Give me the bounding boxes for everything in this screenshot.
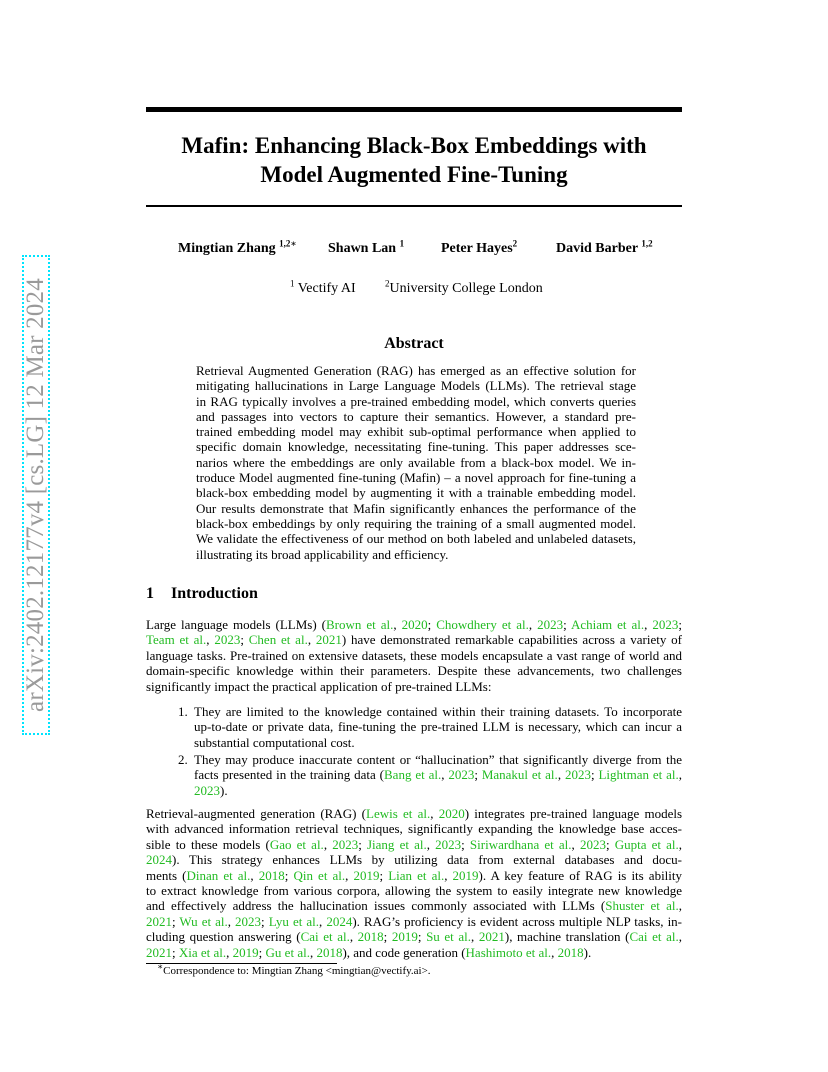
abstract-line: troduce Model augmented fine-tuning (Mafin) – a novel approach for fine-tuning a (196, 470, 636, 486)
title-top-rule (146, 107, 682, 112)
affiliation-mark: 2 (385, 278, 390, 289)
intro-line (146, 679, 682, 694)
text-run: ; (258, 944, 266, 960)
text-run: ), and code generation ( (342, 944, 466, 960)
text-run: facts presented in the training data ( (194, 767, 384, 783)
citation-link[interactable]: 2019 (452, 867, 479, 883)
affiliation-name: University College London (389, 281, 543, 296)
text-run: , (319, 913, 327, 929)
citation-link[interactable]: Wu et al. (179, 913, 228, 929)
citation-link[interactable]: 2021 (146, 944, 172, 960)
text-run: ; (358, 836, 367, 852)
affiliation (290, 278, 356, 297)
arxiv-id: arXiv:2402.12177v4 [cs.LG] 12 Mar 2024 (22, 278, 49, 712)
text-run: , (441, 767, 449, 783)
footnote-rule (146, 963, 337, 964)
list-item-text (194, 704, 682, 750)
abstract-line: mitigating hallucinations in Large Language Models (LLMs). The retrieval stage (196, 378, 636, 394)
text-run: ). (583, 944, 592, 960)
author-list (146, 238, 682, 263)
abstract-line: We validate the effectiveness of our method on both labeled and unlabeled datasets, (196, 531, 636, 547)
rag-line (146, 821, 682, 836)
list-item-line (194, 719, 682, 734)
arxiv-stamp (22, 255, 50, 735)
text-run: , (393, 617, 402, 632)
text-run: up-to-date or private data, fine-tuning the pre-trained LLM is necessary, which can incur a (194, 719, 682, 735)
abstract-body (196, 363, 636, 562)
text-run: , (557, 767, 565, 783)
text-run: , (323, 836, 333, 852)
text-run: , (206, 632, 215, 648)
text-run: sible to these models ( (146, 836, 270, 852)
text-run: , (678, 836, 683, 852)
author (556, 238, 653, 257)
text-run: ). This strategy enhances LLMs by utilizing data from external databases and docu- (172, 852, 682, 868)
text-run: ; (461, 836, 470, 852)
citation-link[interactable]: Lyu et al. (268, 913, 320, 929)
list-item-line (194, 752, 682, 767)
text-run: , (345, 867, 354, 883)
rag-line (146, 914, 682, 929)
citation-link[interactable]: Cai et al. (300, 929, 350, 945)
abstract-line: trained embedding model may exhibit sub-optimal performance when applied to (196, 424, 636, 440)
intro-paragraph (146, 617, 682, 694)
text-run: , (349, 929, 358, 945)
text-run: , (309, 944, 317, 960)
citation-link[interactable]: 2020 (438, 806, 465, 821)
text-run: language tasks. Pre-trained on extensive datasets, these models encapsulate a vast range of world and (146, 647, 682, 663)
citation-link[interactable]: 2018 (357, 929, 384, 945)
citation-link[interactable]: 2018 (258, 867, 285, 883)
rag-line (146, 852, 682, 867)
abstract-line: and passages into vectors to capture their semantics. However, a standard pre- (196, 408, 636, 424)
affiliation-name: Vectify AI (297, 281, 356, 296)
abstract-line: Our results demonstrate that Mafin significantly enhances the performance of the (196, 500, 636, 516)
citation-link[interactable]: Gu et al. (265, 944, 310, 960)
citation-link[interactable]: 2023 (332, 836, 359, 852)
text-run: ments ( (146, 867, 187, 883)
text-run: ; (379, 867, 389, 883)
citation-link[interactable]: Team et al. (146, 632, 207, 648)
text-run: substantial computational cost. (194, 734, 355, 750)
text-run: They are limited to the knowledge contained within their training datasets. To incorporate (194, 704, 682, 719)
citation-link[interactable]: Xia et al. (178, 944, 227, 960)
text-run: ; (261, 913, 269, 929)
citation-link[interactable]: Lewis et al. (366, 806, 431, 821)
citation-link[interactable]: Hashimoto et al. (465, 944, 552, 960)
citation-link[interactable]: Brown et al. (325, 617, 394, 632)
list-item-line (194, 783, 682, 798)
text-run: ; (284, 867, 294, 883)
title-bottom-rule (146, 205, 682, 207)
citation-link[interactable]: 2023 (579, 836, 606, 852)
footnote-text: Correspondence to: Mingtian Zhang <mingtian@vectify.ai>. (163, 965, 431, 977)
text-run: ; (427, 617, 437, 632)
list-item-text (194, 752, 682, 798)
citation-link[interactable]: Manakul et al. (481, 767, 558, 783)
text-run: ; (417, 929, 427, 945)
text-run: ), machine translation ( (504, 929, 630, 945)
text-run: ; (383, 929, 392, 945)
intro-line (146, 648, 682, 663)
paper-title (146, 131, 682, 189)
citation-link[interactable]: 2023 (652, 617, 679, 632)
text-run: to extract knowledge from various corpora, allowing the system to easily integrate new knowledge (146, 883, 682, 899)
rag-line (146, 945, 682, 960)
citation-link[interactable]: 2023 (564, 767, 591, 783)
abstract-line: in RAG typically involves a pre-trained embedding model, which converts queries (196, 393, 636, 409)
citation-link[interactable]: Gupta et al. (614, 836, 679, 852)
author (441, 238, 518, 257)
text-run: , (678, 767, 682, 783)
citation-link[interactable]: 2019 (353, 867, 380, 883)
text-run: ; (678, 617, 683, 632)
citation-link[interactable]: Shuster et al. (605, 898, 679, 914)
text-run: ; (172, 944, 179, 960)
text-run: domain-specific knowledge within their parameters. Despite these advancements, two challenges (146, 663, 682, 679)
abstract-line: narios where the embeddings are only available from a black-box model. We in- (196, 454, 636, 470)
author-name: David Barber (556, 241, 638, 256)
citation-link[interactable]: Chen et al. (248, 632, 308, 648)
author (178, 238, 297, 257)
footnote (157, 961, 431, 977)
affiliation (385, 278, 543, 297)
citation-link[interactable]: Cai et al. (629, 929, 679, 945)
text-run: ; (474, 767, 482, 783)
citation-link[interactable]: Bang et al. (384, 767, 442, 783)
text-run: ). (220, 782, 228, 798)
section-heading (146, 585, 258, 603)
title-line-2: Model Augmented Fine-Tuning (260, 162, 568, 187)
citation-link[interactable]: 2023 (537, 617, 564, 632)
abstract-line: black-box embeddings by only requiring the training of a small augmented model. (196, 515, 636, 531)
author-name: Peter Hayes (441, 241, 513, 256)
intro-line (146, 617, 682, 632)
citation-link[interactable]: 2019 (232, 944, 259, 960)
rag-line (146, 898, 682, 913)
list-item (166, 704, 682, 752)
text-run: ; (563, 617, 572, 632)
citation-link[interactable]: Su et al. (426, 929, 472, 945)
text-run: and effectively address the hallucination issues commonly associated with LLMs ( (146, 898, 606, 914)
title-line-1: Mafin: Enhancing Black-Box Embeddings with (181, 133, 647, 158)
citation-link[interactable]: Qin et al. (293, 867, 346, 883)
author-name: Shawn Lan (328, 241, 397, 256)
rag-paragraph (146, 806, 682, 960)
citation-link[interactable]: Gao et al. (269, 836, 324, 852)
text-run: Large language models (LLMs) ( (146, 617, 326, 632)
text-run: , (551, 944, 558, 960)
text-run: , (528, 617, 538, 632)
citation-link[interactable]: 2020 (401, 617, 428, 632)
citation-link[interactable]: 2023 (194, 782, 220, 798)
rag-line (146, 837, 682, 852)
citation-link[interactable]: 2024 (146, 852, 172, 868)
citation-link[interactable]: 2019 (391, 929, 418, 945)
text-run: ; (605, 836, 615, 852)
rag-line (146, 806, 682, 821)
citation-link[interactable]: Lian et al. (388, 867, 445, 883)
citation-link[interactable]: 2023 (448, 767, 475, 783)
intro-line (146, 663, 682, 678)
abstract-line: specific domain knowledge, necessitating fine-tuning. This paper addresses sce- (196, 439, 636, 455)
text-run: Retrieval-augmented generation (RAG) ( (146, 806, 366, 821)
text-run: cluding question answering ( (146, 929, 301, 945)
citation-link[interactable]: 2023 (214, 632, 241, 648)
affiliation-mark: 1 (290, 278, 295, 289)
text-run: , (644, 617, 653, 632)
section-number: 1 (146, 585, 154, 602)
list-item-line (194, 735, 682, 750)
text-run: ; (590, 767, 599, 783)
citation-link[interactable]: Achiam et al. (571, 617, 645, 632)
text-run: , (250, 867, 259, 883)
citation-link[interactable]: 2018 (557, 944, 584, 960)
author-affil-mark: 1,2 (641, 238, 653, 249)
list-item-line (194, 704, 682, 719)
text-run: , (227, 913, 236, 929)
list-item-number: 2. (178, 752, 188, 767)
author-affil-mark: 1 (399, 238, 405, 249)
text-run: ; (240, 632, 249, 648)
text-run: significantly impact the practical application of pre-trained LLMs: (146, 678, 492, 694)
section-title: Introduction (171, 585, 258, 602)
list-item (166, 752, 682, 800)
intro-line (146, 632, 682, 647)
citation-link[interactable]: 2023 (235, 913, 262, 929)
list-item-line (194, 767, 682, 782)
abstract-line: Retrieval Augmented Generation (RAG) has emerged as an effective solution for (196, 363, 636, 378)
footnote-mark: ∗ (157, 961, 164, 972)
abstract-heading: Abstract (384, 335, 444, 352)
text-run: , (426, 836, 436, 852)
text-run: ) have demonstrated remarkable capabilities across a variety of (341, 632, 682, 648)
citation-link[interactable]: 2021 (478, 929, 505, 945)
text-run: , (444, 867, 453, 883)
text-run: , (471, 929, 479, 945)
citation-link[interactable]: 2023 (435, 836, 462, 852)
abstract-line: black-box embedding model by augmenting it with a trainable embedding model. (196, 485, 636, 501)
author-affil-mark: 2 (512, 238, 518, 249)
author (328, 238, 405, 257)
text-run: , (678, 898, 683, 914)
citation-link[interactable]: 2024 (326, 913, 353, 929)
citation-link[interactable]: Lightman et al. (598, 767, 679, 783)
text-run: , (307, 632, 316, 648)
citation-link[interactable]: 2021 (315, 632, 342, 648)
rag-line (146, 929, 682, 944)
text-run: , (571, 836, 580, 852)
citation-link[interactable]: 2021 (146, 913, 172, 929)
text-run: They may produce inaccurate content or “hallucination” that significantly diverge from the (194, 752, 682, 767)
text-run: ; (172, 913, 180, 929)
text-run: ) integrates pre-trained language models (464, 806, 683, 821)
author-name: Mingtian Zhang (178, 241, 276, 256)
citation-link[interactable]: Dinan et al. (186, 867, 251, 883)
text-run: , (226, 944, 233, 960)
citation-link[interactable]: Chowdhery et al. (436, 617, 529, 632)
citation-link[interactable]: 2018 (316, 944, 343, 960)
list-item-number: 1. (178, 704, 188, 719)
abstract-line: illustrating its broad applicability and efficiency. (196, 546, 449, 562)
text-run: ). A key feature of RAG is its ability (478, 867, 683, 883)
citation-link[interactable]: Jiang et al. (366, 836, 427, 852)
text-run: with advanced information retrieval techniques, significantly expanding the knowledge base acces- (146, 821, 682, 837)
author-affil-mark: 1,2∗ (279, 238, 297, 249)
rag-line (146, 868, 682, 883)
citation-link[interactable]: Siriwardhana et al. (469, 836, 572, 852)
text-run: , (678, 929, 682, 945)
text-run: ). RAG’s proficiency is evident across multiple NLP tasks, in- (352, 913, 683, 929)
text-run: , (430, 806, 439, 821)
rag-line (146, 883, 682, 898)
